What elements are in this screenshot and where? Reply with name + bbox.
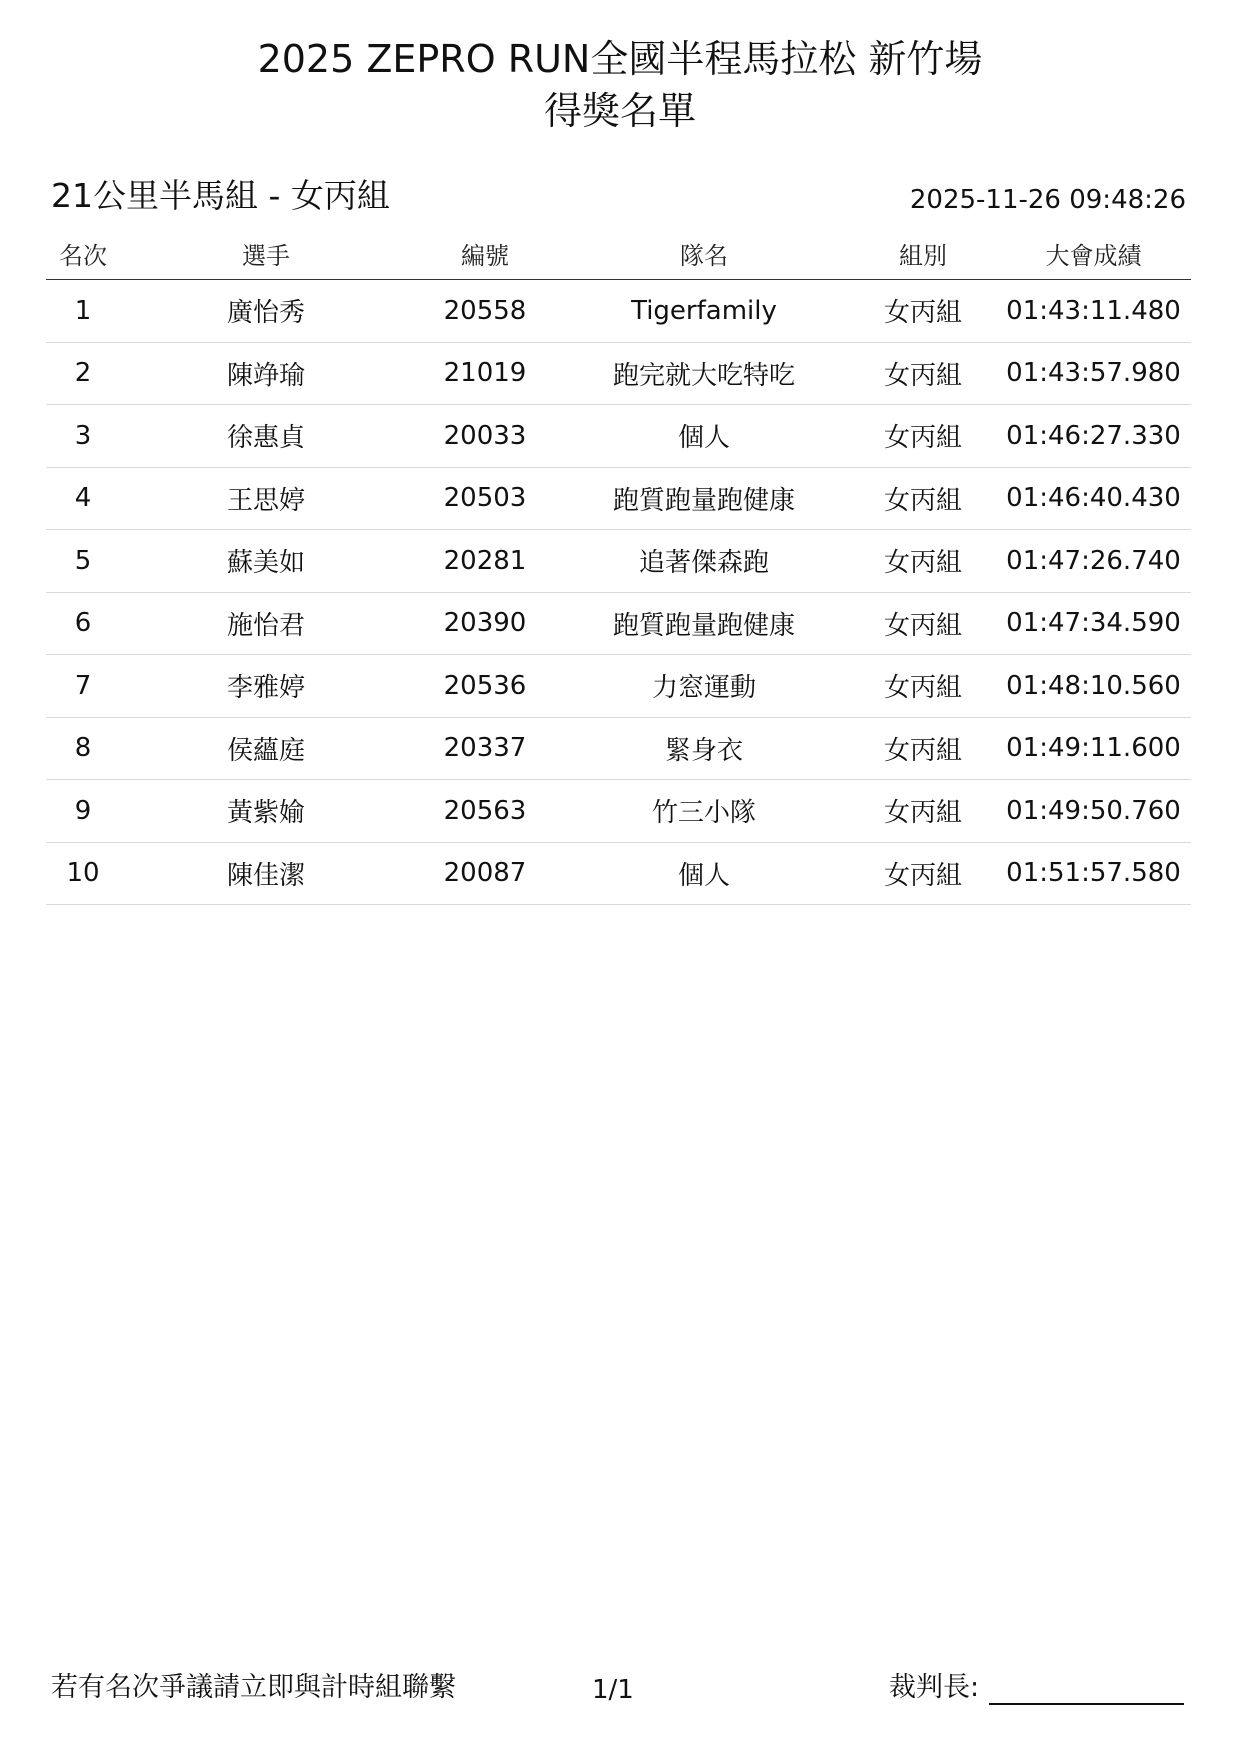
team-cell: 個人 — [677, 860, 730, 891]
rank-cell: 9 — [74, 795, 92, 826]
rank-cell: 3 — [74, 420, 92, 451]
group-cell: 女丙組 — [883, 860, 962, 891]
group-cell: 女丙組 — [883, 423, 962, 454]
rank-cell: 4 — [74, 483, 92, 514]
bib-number-cell: 20558 — [443, 295, 527, 326]
page-number: 1/1 — [592, 1675, 634, 1705]
header-group: 組別 — [899, 242, 947, 270]
athlete-cell: 蘇美如 — [226, 548, 305, 579]
rank-cell: 2 — [74, 358, 92, 389]
official-time-cell: 01:48:10.560 — [1006, 670, 1181, 701]
team-cell: 跑完就大吃特吃 — [612, 360, 795, 391]
document-subtitle: 得獎名單 — [543, 89, 696, 133]
official-time-cell: 01:43:11.480 — [1006, 295, 1181, 326]
group-cell: 女丙組 — [883, 485, 962, 516]
chief-judge-signature — [889, 1671, 1184, 1705]
athlete-cell: 黃紫媮 — [226, 798, 305, 829]
athlete-cell: 徐惠貞 — [226, 423, 305, 454]
group-cell: 女丙組 — [883, 298, 962, 329]
group-cell: 女丙組 — [883, 360, 962, 391]
athlete-cell: 陳竫瑜 — [226, 360, 305, 391]
bib-number-cell: 20503 — [443, 483, 527, 514]
team-cell: 竹三小隊 — [651, 798, 756, 829]
header-bib-number: 編號 — [461, 242, 509, 270]
rank-cell: 10 — [66, 858, 100, 889]
bib-number-cell: 20563 — [443, 795, 527, 826]
document-title: 2025 ZEPRO RUN全國半程馬拉松 新竹場 — [257, 37, 983, 81]
official-time-cell: 01:49:11.600 — [1006, 733, 1181, 764]
table-row — [46, 280, 1191, 343]
header-official-time: 大會成績 — [1045, 242, 1142, 270]
team-cell: Tigerfamily — [631, 295, 777, 326]
header-athlete: 選手 — [242, 242, 290, 270]
rank-cell: 1 — [74, 295, 92, 326]
bib-number-cell: 21019 — [443, 358, 527, 389]
table-row — [46, 530, 1191, 593]
table-row — [46, 780, 1191, 843]
rank-cell: 8 — [74, 733, 92, 764]
rank-cell: 6 — [74, 608, 92, 639]
table-row — [46, 593, 1191, 656]
team-cell: 追著傑森跑 — [638, 548, 769, 579]
team-cell: 跑質跑量跑健康 — [612, 610, 795, 641]
athlete-cell: 施怡君 — [226, 610, 305, 641]
category-heading: 21公里半馬組 - 女丙組 — [51, 176, 390, 215]
athlete-cell: 李雅婷 — [226, 673, 305, 704]
group-cell: 女丙組 — [883, 798, 962, 829]
official-time-cell: 01:51:57.580 — [1006, 858, 1181, 889]
dispute-notice: 若有名次爭議請立即與計時組聯繫 — [51, 1672, 456, 1703]
header-team: 隊名 — [680, 242, 728, 270]
athlete-cell: 侯蘊庭 — [226, 735, 305, 766]
table-row — [46, 343, 1191, 406]
athlete-cell: 廣怡秀 — [226, 298, 305, 329]
bib-number-cell: 20337 — [443, 733, 527, 764]
group-cell: 女丙組 — [883, 548, 962, 579]
table-row — [46, 405, 1191, 468]
table-row — [46, 655, 1191, 718]
header-rank: 名次 — [59, 242, 107, 270]
official-time-cell: 01:47:34.590 — [1006, 608, 1181, 639]
bib-number-cell: 20281 — [443, 545, 527, 576]
team-cell: 緊身衣 — [664, 735, 743, 766]
group-cell: 女丙組 — [883, 610, 962, 641]
group-cell: 女丙組 — [883, 735, 962, 766]
table-body — [46, 280, 1191, 905]
table-row — [46, 843, 1191, 906]
rank-cell: 7 — [74, 670, 92, 701]
signature-line — [989, 1673, 1184, 1705]
table-row — [46, 468, 1191, 531]
table-header-row — [46, 228, 1191, 280]
results-table — [46, 228, 1191, 905]
team-cell: 個人 — [677, 423, 730, 454]
athlete-cell: 王思婷 — [226, 485, 305, 516]
bib-number-cell: 20536 — [443, 670, 527, 701]
team-cell: 跑質跑量跑健康 — [612, 485, 795, 516]
group-cell: 女丙組 — [883, 673, 962, 704]
official-time-cell: 01:46:27.330 — [1006, 420, 1181, 451]
bib-number-cell: 20033 — [443, 420, 527, 451]
table-row — [46, 718, 1191, 781]
official-time-cell: 01:49:50.760 — [1006, 795, 1181, 826]
official-time-cell: 01:46:40.430 — [1006, 483, 1181, 514]
rank-cell: 5 — [74, 545, 92, 576]
generated-timestamp: 2025-11-26 09:48:26 — [909, 185, 1186, 215]
official-time-cell: 01:43:57.980 — [1006, 358, 1181, 389]
athlete-cell: 陳佳潔 — [226, 860, 305, 891]
chief-judge-label: 裁判長: — [889, 1672, 980, 1703]
bib-number-cell: 20087 — [443, 858, 527, 889]
team-cell: 力窓運動 — [651, 673, 756, 704]
bib-number-cell: 20390 — [443, 608, 527, 639]
official-time-cell: 01:47:26.740 — [1006, 545, 1181, 576]
